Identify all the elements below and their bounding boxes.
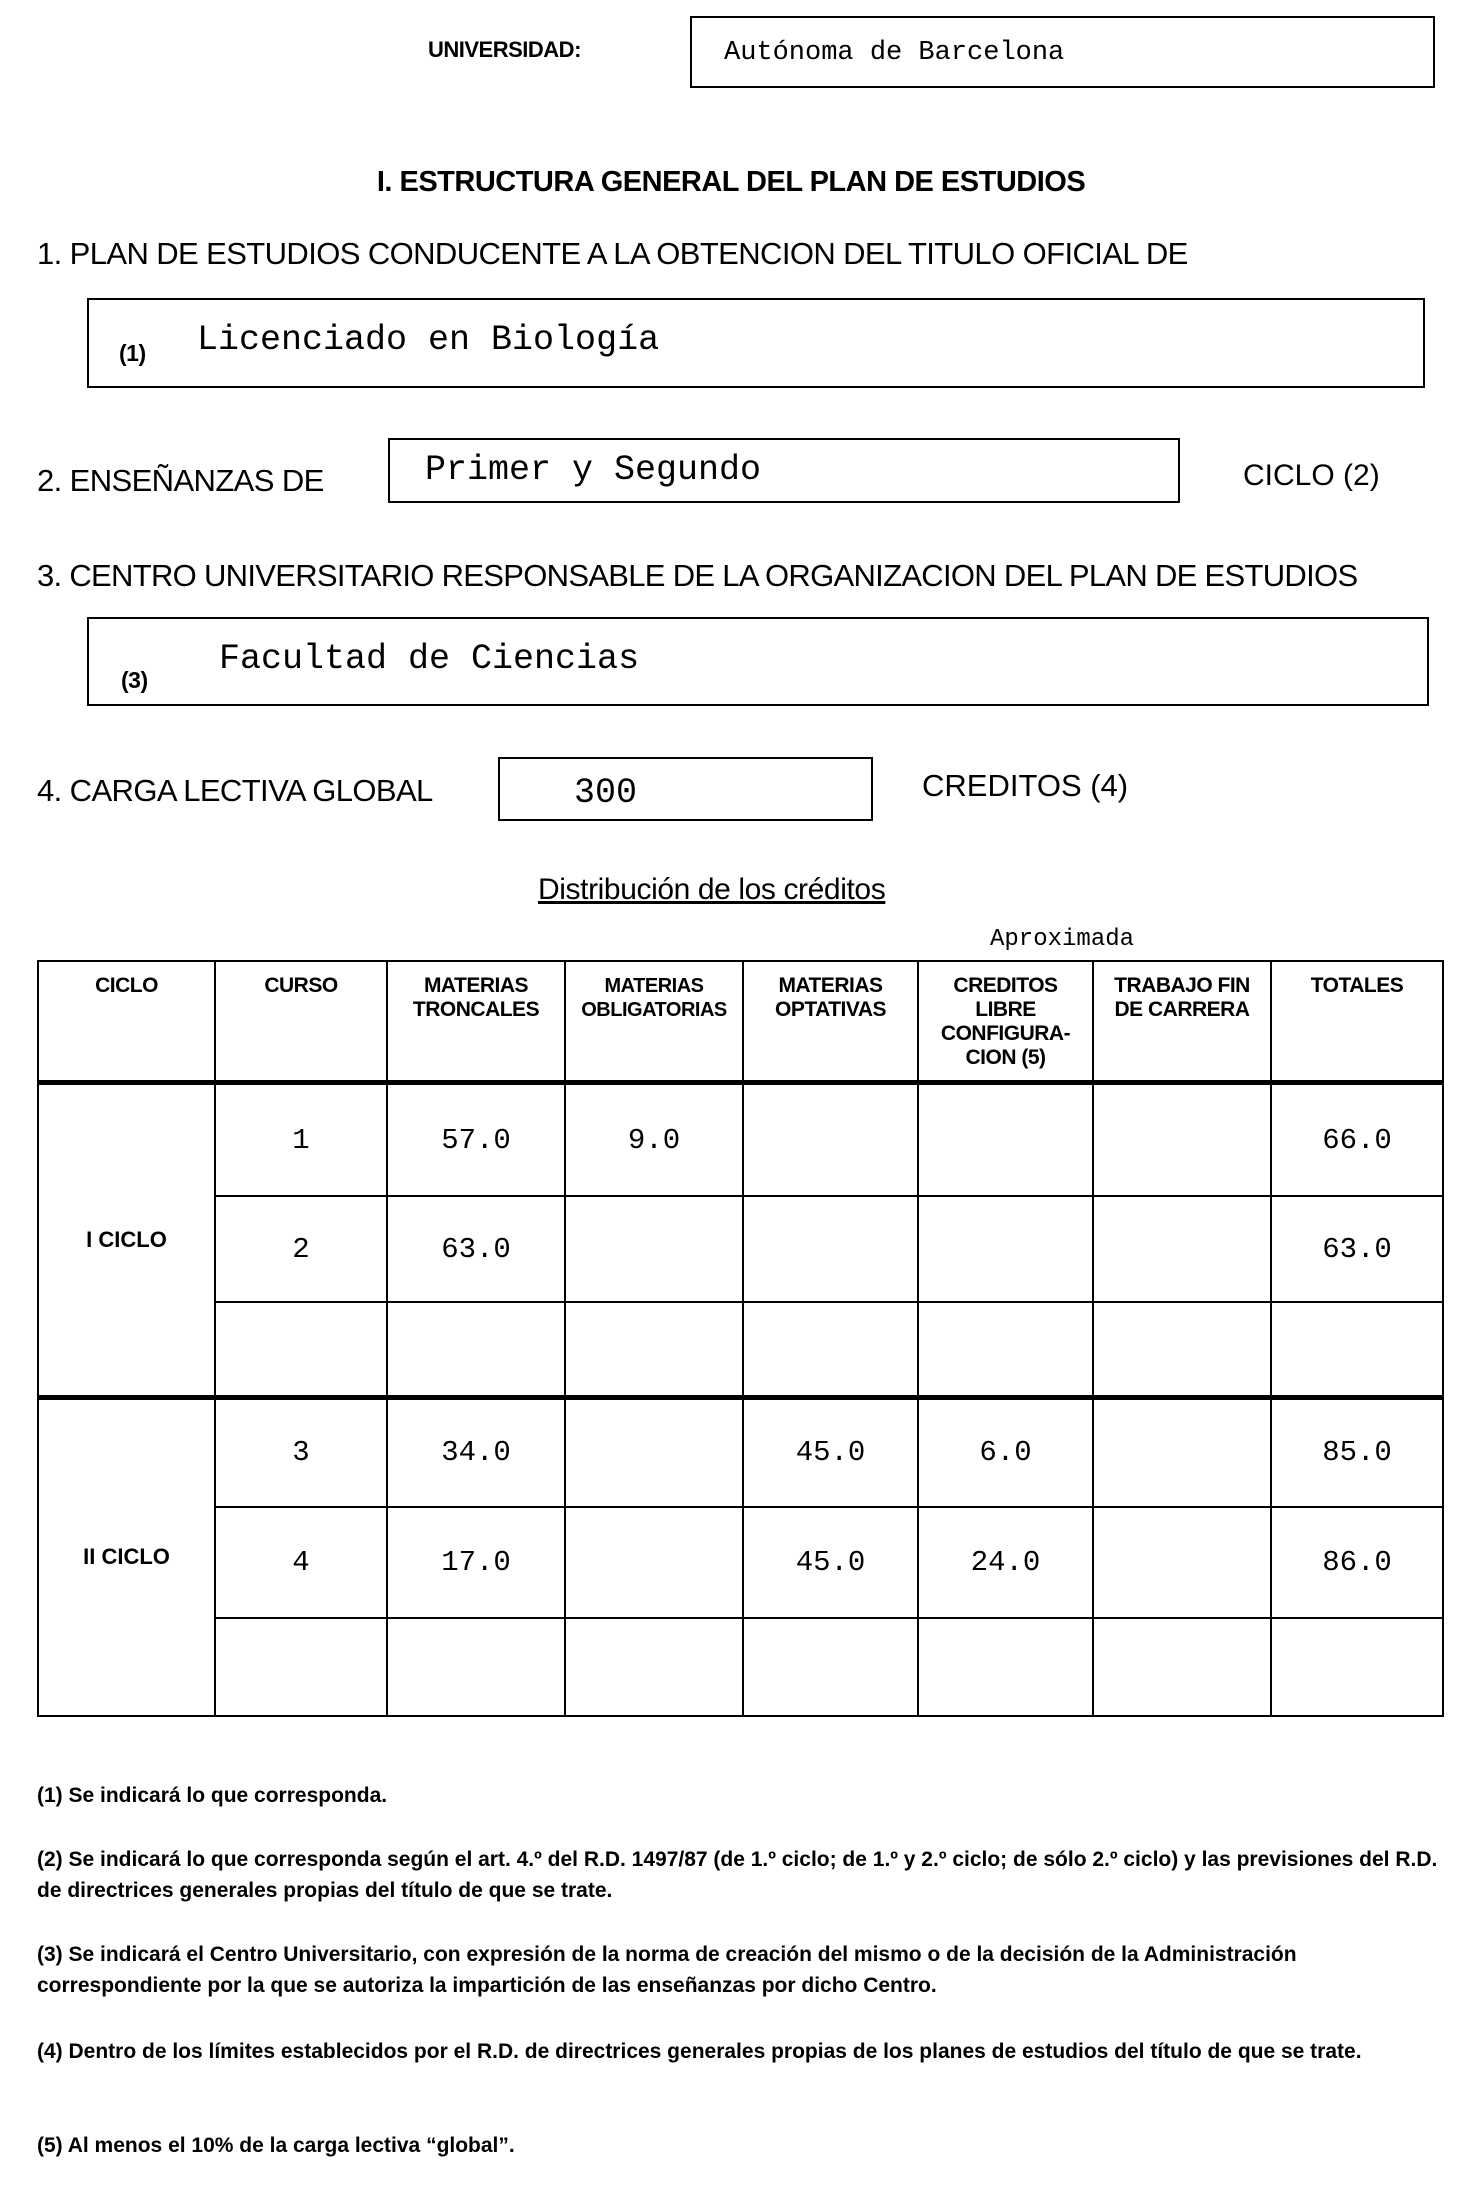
cell-obligatorias (565, 1302, 743, 1397)
cell-trabajo (1093, 1397, 1271, 1506)
cell-totales: 63.0 (1271, 1196, 1443, 1302)
titulo-marker: (1) (119, 340, 146, 366)
cell-troncales (387, 1618, 565, 1716)
footnote-3: (3) Se indicará el Centro Universitario, con expresión de la norma de creación del mismo o de la decisión de la Administración correspondiente por la que se autoriza la impartición de las enseñanzas por dicho Centro. (37, 1943, 1297, 1997)
cell-optativas (743, 1196, 918, 1302)
cell-libre: 24.0 (918, 1507, 1093, 1618)
col-ciclo: CICLO (38, 961, 215, 1083)
cell-troncales: 34.0 (387, 1397, 565, 1506)
carga-field (498, 757, 873, 821)
cell-trabajo (1093, 1618, 1271, 1716)
cell-trabajo (1093, 1083, 1271, 1196)
cell-curso: 3 (215, 1397, 387, 1506)
titulo-value: Licenciado en Biología (197, 320, 660, 360)
table-row (38, 1196, 1443, 1302)
cell-totales: 86.0 (1271, 1507, 1443, 1618)
col-totales: TOTALES (1271, 961, 1443, 1083)
cell-totales: 85.0 (1271, 1397, 1443, 1506)
creditos-suffix: CREDITOS (4) (922, 768, 1129, 803)
cell-libre (918, 1618, 1093, 1716)
section1-label: 1. PLAN DE ESTUDIOS CONDUCENTE A LA OBTENCION DEL TITULO OFICIAL DE (37, 236, 1188, 271)
cell-optativas (743, 1083, 918, 1196)
cell-totales: 66.0 (1271, 1083, 1443, 1196)
cell-totales (1271, 1302, 1443, 1397)
cell-troncales: 17.0 (387, 1507, 565, 1618)
col-libre: CREDITOS LIBRE CONFIGURA-CION (5) (918, 961, 1093, 1083)
col-obligatorias: MATERIAS OBLIGATORIAS (565, 961, 743, 1083)
footnote-5: (5) Al menos el 10% de la carga lectiva “global”. (37, 2134, 515, 2157)
cell-curso: 1 (215, 1083, 387, 1196)
table-row (38, 1302, 1443, 1397)
col-trabajo: TRABAJO FIN DE CARRERA (1093, 961, 1271, 1083)
cell-curso (215, 1302, 387, 1397)
cell-optativas (743, 1302, 918, 1397)
section3-label: 3. CENTRO UNIVERSITARIO RESPONSABLE DE LA ORGANIZACION DEL PLAN DE ESTUDIOS (37, 558, 1358, 593)
cell-optativas: 45.0 (743, 1507, 918, 1618)
table-row (38, 1507, 1443, 1618)
cell-libre (918, 1083, 1093, 1196)
footnote-1: (1) Se indicará lo que corresponda. (37, 1784, 388, 1807)
cell-obligatorias (565, 1618, 743, 1716)
cell-libre (918, 1302, 1093, 1397)
col-optativas: MATERIAS OPTATIVAS (743, 961, 918, 1083)
cell-trabajo (1093, 1302, 1271, 1397)
ciclo-label: II CICLO (38, 1397, 215, 1716)
col-curso: CURSO (215, 961, 387, 1083)
cell-troncales (387, 1302, 565, 1397)
cell-trabajo (1093, 1507, 1271, 1618)
universidad-field (690, 16, 1435, 88)
cell-obligatorias (565, 1397, 743, 1506)
footnote-2: (2) Se indicará lo que corresponda según el art. 4.º del R.D. 1497/87 (de 1.º ciclo; de 1.º y 2.º ciclo; de sólo 2.º ciclo) y las previsiones del R.D. de directrices generales propias del título de que se trate. (37, 1848, 1438, 1902)
cell-curso: 2 (215, 1196, 387, 1302)
col-troncales: MATERIAS TRONCALES (387, 961, 565, 1083)
cell-troncales: 63.0 (387, 1196, 565, 1302)
table-row (38, 1083, 1443, 1196)
cell-curso (215, 1618, 387, 1716)
distribution-note: Aproximada (990, 926, 1135, 953)
cell-optativas: 45.0 (743, 1397, 918, 1506)
cell-libre (918, 1196, 1093, 1302)
cell-libre: 6.0 (918, 1397, 1093, 1506)
cell-trabajo (1093, 1196, 1271, 1302)
universidad-label: UNIVERSIDAD: (428, 37, 581, 62)
cell-totales (1271, 1618, 1443, 1716)
distribution-table (37, 960, 1444, 1717)
centro-field (87, 617, 1429, 706)
cell-troncales: 57.0 (387, 1083, 565, 1196)
ensenanzas-field (388, 438, 1180, 503)
distribution-title: Distribución de los créditos (538, 873, 886, 906)
table-row (38, 1618, 1443, 1716)
cell-curso: 4 (215, 1507, 387, 1618)
table-header-row (38, 961, 1443, 1083)
section2-label: 2. ENSEÑANZAS DE (37, 463, 324, 498)
cell-obligatorias (565, 1196, 743, 1302)
section4-label: 4. CARGA LECTIVA GLOBAL (37, 773, 433, 808)
universidad-value: Autónoma de Barcelona (724, 38, 1065, 68)
ensenanzas-value: Primer y Segundo (425, 450, 762, 490)
ciclo-suffix: CICLO (2) (1243, 459, 1380, 492)
ciclo-label: I CICLO (38, 1083, 215, 1398)
cell-obligatorias: 9.0 (565, 1083, 743, 1196)
titulo-field (87, 298, 1425, 388)
footnote-4: (4) Dentro de los límites establecidos por el R.D. de directrices generales propias de los planes de estudios del título de que se trate. (37, 2040, 1362, 2063)
centro-marker: (3) (121, 667, 148, 693)
page-title: I. ESTRUCTURA GENERAL DEL PLAN DE ESTUDIOS (376, 166, 1086, 198)
table-row (38, 1397, 1443, 1506)
carga-value: 300 (574, 773, 638, 813)
cell-obligatorias (565, 1507, 743, 1618)
cell-optativas (743, 1618, 918, 1716)
centro-value: Facultad de Ciencias (219, 639, 640, 679)
